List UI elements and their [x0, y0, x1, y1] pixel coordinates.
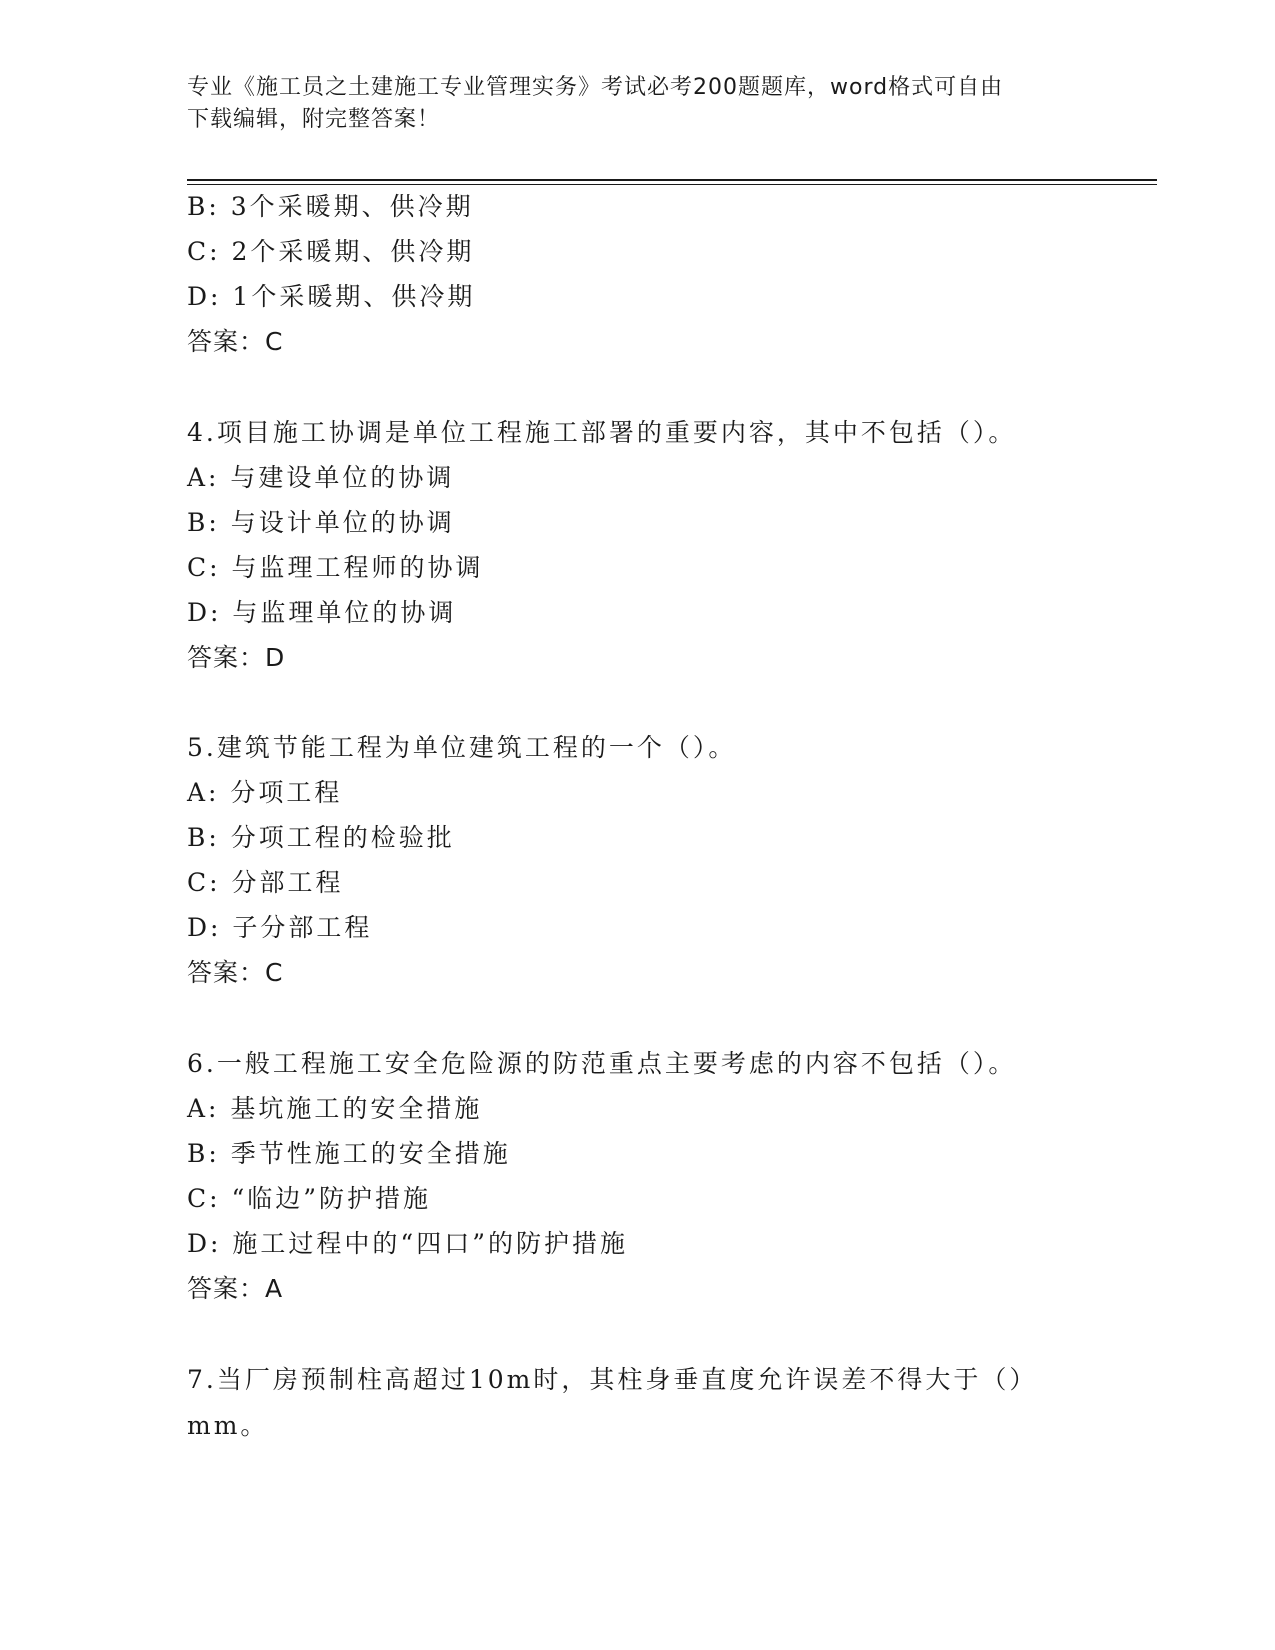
header-rule-thick — [187, 179, 1157, 181]
q3-option-c: C: 2个采暖期、供冷期 — [187, 237, 475, 266]
q3-option-d: D: 1个采暖期、供冷期 — [187, 282, 476, 311]
q5-option-c: C: 分部工程 — [187, 868, 344, 897]
q6-answer: 答案：A — [187, 1274, 284, 1303]
q5-answer: 答案：C — [187, 958, 284, 987]
q4-option-d: D: 与监理单位的协调 — [187, 598, 457, 627]
page-header — [187, 72, 1087, 136]
q3-option-b: B: 3个采暖期、供冷期 — [187, 192, 474, 221]
q4-option-a: A: 与建设单位的协调 — [187, 463, 455, 492]
q4-option-b: B: 与设计单位的协调 — [187, 508, 455, 537]
q4-answer: 答案：D — [187, 643, 286, 672]
q4-option-c: C: 与监理工程师的协调 — [187, 553, 484, 582]
q3-answer: 答案：C — [187, 327, 284, 356]
q5-stem: 5.建筑节能工程为单位建筑工程的一个（）。 — [187, 733, 737, 762]
q7-stem-line-1: 7.当厂房预制柱高超过10m时，其柱身垂直度允许误差不得大于（） — [187, 1365, 1038, 1394]
q6-option-a: A: 基坑施工的安全措施 — [187, 1094, 483, 1123]
header-rule-thin — [187, 184, 1157, 185]
q6-option-c: C: “临边”防护措施 — [187, 1184, 432, 1213]
q6-stem: 6.一般工程施工安全危险源的防范重点主要考虑的内容不包括（）。 — [187, 1049, 1017, 1078]
header-line-1: 专业《施工员之土建施工专业管理实务》考试必考200题题库，word格式可自由 — [187, 75, 1004, 100]
q4-stem: 4.项目施工协调是单位工程施工部署的重要内容，其中不包括（）。 — [187, 418, 1017, 447]
q6-option-b: B: 季节性施工的安全措施 — [187, 1139, 511, 1168]
q5-option-d: D: 子分部工程 — [187, 913, 373, 942]
q6-option-d: D: 施工过程中的“四口”的防护措施 — [187, 1229, 628, 1258]
q5-option-b: B: 分项工程的检验批 — [187, 823, 455, 852]
q5-option-a: A: 分项工程 — [187, 778, 343, 807]
q7-stem-line-2: mm。 — [187, 1411, 269, 1440]
header-line-2: 下载编辑，附完整答案！ — [187, 107, 441, 132]
